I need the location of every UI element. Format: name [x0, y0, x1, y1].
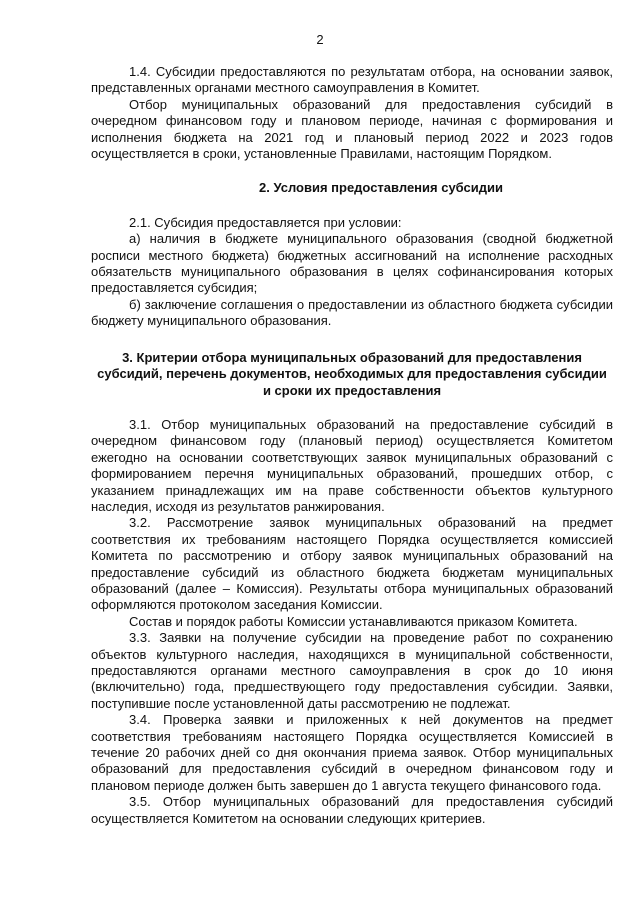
section-3-heading: 3. Критерии отбора муниципальных образований для предоставления субсидий, перечень документов, необходимых для предоставления субсидии и сроки их предоставления [97, 349, 607, 398]
paragraph-selection-timing: Отбор муниципальных образований для предоставления субсидий в очередном финансовом году и плановом периоде, начиная с формирования и исполнения бюджета на 2021 год и плановый период 2022 и 2023 годов осуществляется в сроки, установленные Правилами, настоящим Порядком. [91, 96, 613, 162]
paragraph-3-5: 3.5. Отбор муниципальных образований для предоставления субсидий осуществляется Комитетом на основании следующих критериев. [91, 794, 613, 826]
paragraph-1-4: 1.4. Субсидии предоставляются по результатам отбора, на основании заявок, представленных органами местного самоуправления в Комитет. [91, 64, 613, 96]
paragraph-3-2: 3.2. Рассмотрение заявок муниципальных образований на предмет соответствия их требованиям настоящего Порядка осуществляется комиссией Комитета по рассмотрению и отбору заявок муниципальных образований на предоставление субсидий из областного бюджета бюджетам муниципальных образований (далее – Комиссия). Результаты отбора муниципальных образований оформляются протоколом заседания Комиссии. [91, 515, 613, 613]
paragraph-3-1: 3.1. Отбор муниципальных образований на предоставление субсидий в очередном финансовом году (плановый период) осуществляется Комитетом ежегодно на основании соответствующих заявок муниципальных образований с формированием перечня муниципальных образований, прошедших отбор, с указанием принадлежащих им на праве собственности объектов культурного наследия, исходя из результатов ранжирования. [91, 416, 613, 514]
paragraph-2-1-b: б) заключение соглашения о предоставлении из областного бюджета субсидии бюджету муниципального образования. [91, 296, 613, 329]
paragraph-2-1-a: а) наличия в бюджете муниципального образования (сводной бюджетной росписи местного бюджета) бюджетных ассигнований на исполнение расходных обязательств муниципального образования в целях софинансирования которых предоставляется субсидия; [91, 231, 613, 296]
document-body [91, 64, 613, 827]
section-2-heading: 2. Условия предоставления субсидии [259, 180, 503, 196]
paragraph-3-4: 3.4. Проверка заявки и приложенных к ней документов на предмет соответствия требованиям настоящего Порядка осуществляется Комиссией в течение 20 рабочих дней со дня окончания приема заявок. Отбор муниципальных образований для предоставления субсидий в очередном финансовом году и плановом периоде должен быть завершен до 1 августа текущего финансового года. [91, 712, 613, 793]
page-number: 2 [316, 32, 324, 47]
paragraph-commission: Состав и порядок работы Комиссии устанавливаются приказом Комитета. [129, 613, 578, 629]
paragraph-3-3: 3.3. Заявки на получение субсидии на проведение работ по сохранению объектов культурного наследия, находящихся в муниципальной собственности, предоставляются органами местного самоуправления в срок до 10 июня (включительно) года, предшествующего году предоставления субсидии. Заявки, поступившие после установленной даты рассмотрению не подлежат. [91, 630, 613, 711]
paragraph-2-1: 2.1. Субсидия предоставляется при условии: [129, 214, 402, 230]
